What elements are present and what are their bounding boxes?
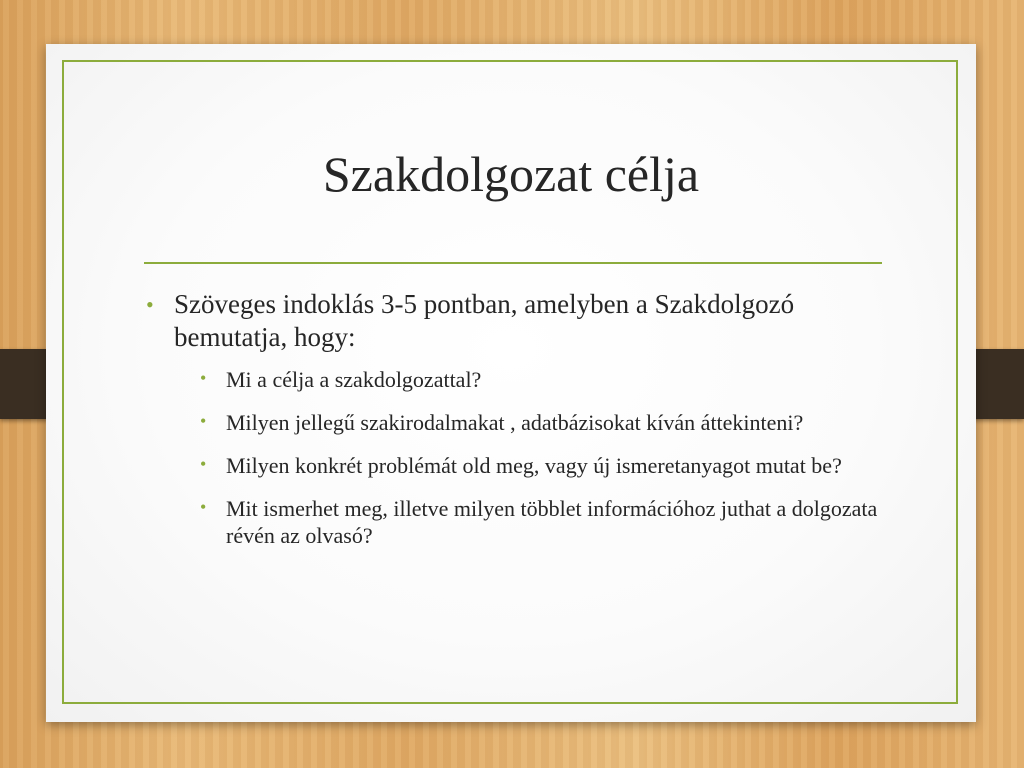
sub-bullet-text: Milyen konkrét problémát old meg, vagy új ismeretanyagot mutat be? bbox=[226, 453, 842, 478]
slide-content bbox=[144, 288, 904, 565]
bullet-dot-icon: • bbox=[200, 454, 207, 474]
list-item bbox=[144, 409, 904, 436]
sub-bullet-list bbox=[144, 366, 904, 549]
sub-bullet-text: Milyen jellegű szakirodalmakat , adatbázisokat kíván áttekinteni? bbox=[226, 410, 804, 435]
main-bullet bbox=[144, 288, 904, 354]
slide-title: Szakdolgozat célja bbox=[322, 146, 700, 202]
list-item bbox=[144, 495, 904, 549]
title-divider bbox=[144, 262, 882, 264]
list-item bbox=[144, 366, 904, 393]
sub-bullet-text: Mi a célja a szakdolgozattal? bbox=[226, 367, 482, 392]
main-bullet-text: Szöveges indoklás 3-5 pontban, amelyben a Szakdolgozó bemutatja, hogy: bbox=[174, 289, 795, 352]
bullet-dot-icon: • bbox=[200, 411, 207, 431]
slide-paper bbox=[46, 44, 976, 722]
bullet-dot-icon: • bbox=[200, 368, 207, 388]
bullet-dot-icon: • bbox=[200, 497, 207, 517]
sub-bullet-text: Mit ismerhet meg, illetve milyen többlet információhoz juthat a dolgozata révén az olvasó? bbox=[226, 496, 878, 548]
bullet-dot-icon: • bbox=[146, 292, 154, 317]
list-item bbox=[144, 452, 904, 479]
